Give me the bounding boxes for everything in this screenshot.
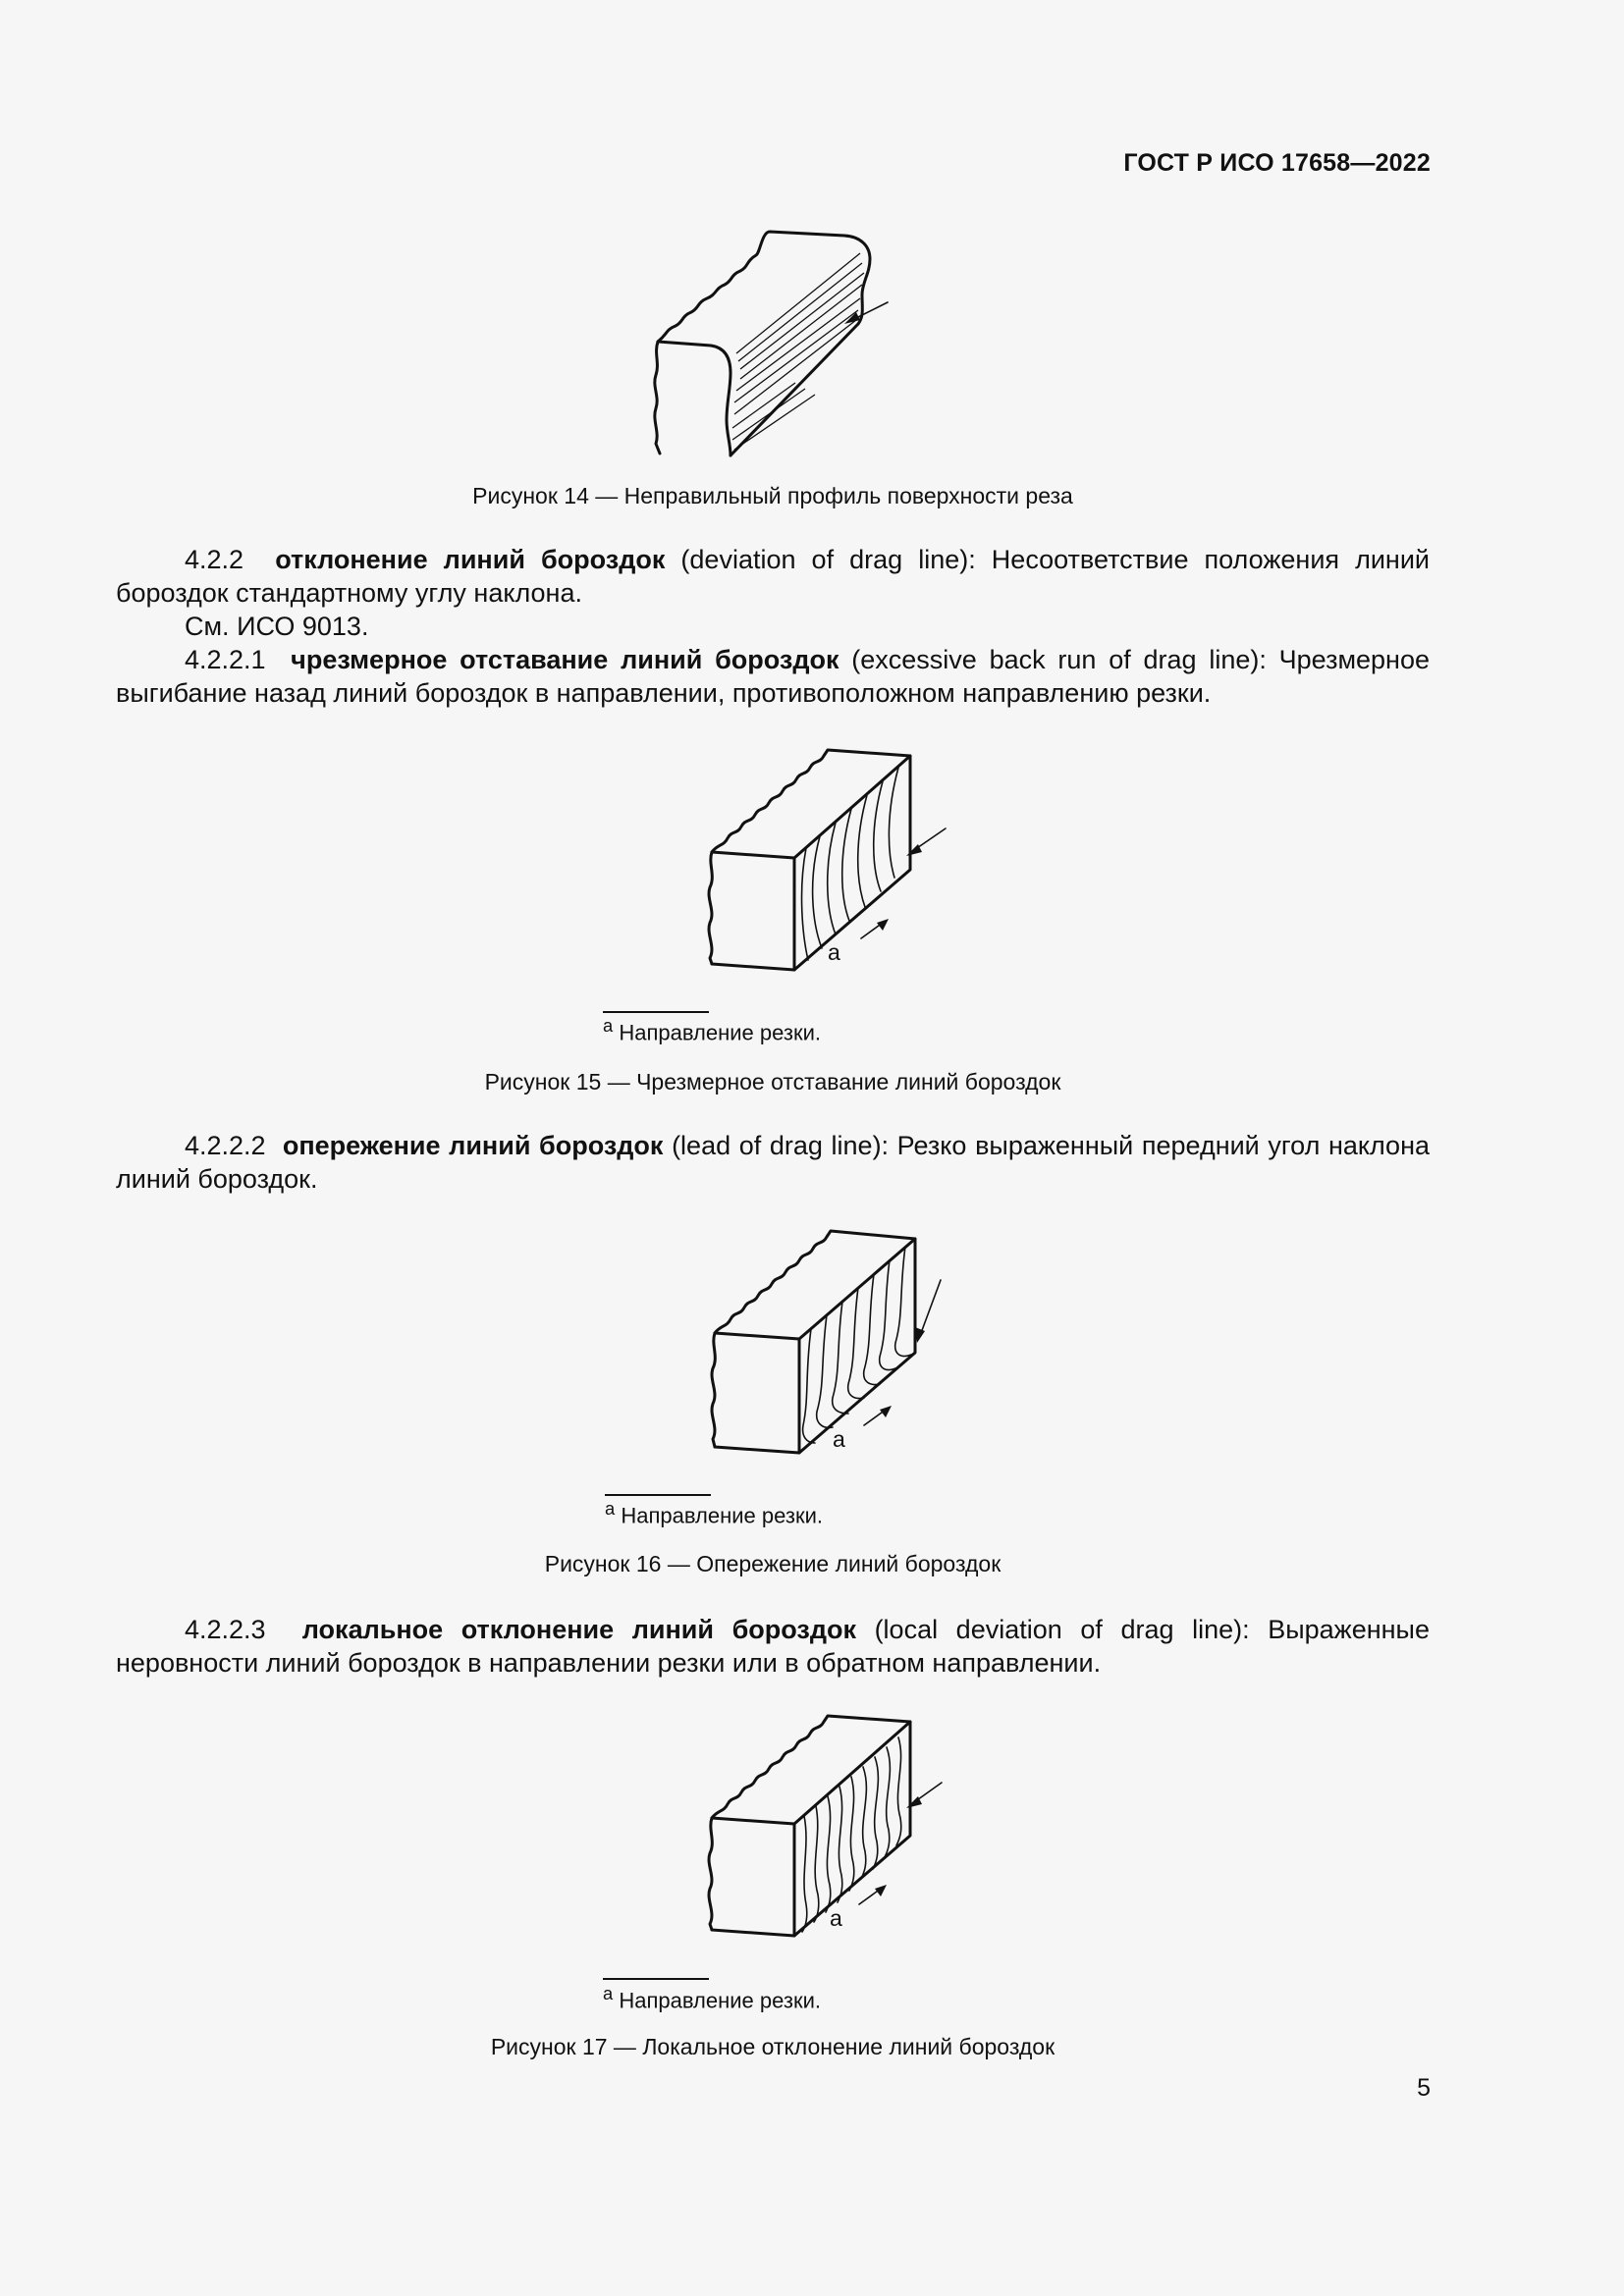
note-mark: a (603, 1015, 614, 1036)
figure-15-caption: Рисунок 15 — Чрезмерное отставание линий бороздок (484, 1069, 1061, 1095)
note-text: Направление резки. (619, 1020, 821, 1045)
figure-14-caption: Рисунок 14 — Неправильный профиль поверхности реза (472, 483, 1073, 508)
see-reference-text: См. ИСО 9013. (185, 612, 369, 641)
section-text: (local deviation of drag line): Выраженные неровности линий бороздок в направлении резки или в обратном направлении. (116, 1615, 1430, 1678)
figure-17-note (603, 1983, 821, 2013)
footnote-divider (605, 1494, 711, 1496)
footnote-divider (603, 1011, 709, 1013)
note-text: Направление резки. (621, 1503, 823, 1528)
section-text: (excessive back run of drag line): Чрезмерное выгибание назад линий бороздок в направлении, противоположном направлению резки. (116, 645, 1430, 708)
note-text: Направление резки. (619, 1988, 821, 2013)
figure-16-caption: Рисунок 16 — Опережение линий бороздок (544, 1551, 1001, 1576)
figure-15-note (603, 1015, 821, 1045)
note-mark: a (605, 1498, 616, 1519)
figure-16-drawing (695, 1225, 960, 1461)
figure-15-label: a (828, 939, 840, 965)
section-term: опережение линий бороздок (282, 1131, 664, 1160)
footnote-divider (603, 1978, 709, 1980)
section-term: отклонение линий бороздок (275, 545, 666, 574)
section-text: (lead of drag line): Резко выраженный передний угол наклона линий бороздок. (116, 1131, 1430, 1194)
document-header: ГОСТ Р ИСО 17658—2022 (1123, 149, 1431, 177)
see-reference (116, 610, 1430, 643)
section-number: 4.2.2.2 (185, 1131, 266, 1160)
section-4-2-2 (116, 543, 1430, 610)
figure-15-drawing (692, 742, 957, 978)
section-term: чрезмерное отставание линий бороздок (291, 645, 839, 674)
figure-16-label: a (833, 1426, 845, 1452)
section-term: локальное отклонение линий бороздок (301, 1615, 856, 1644)
section-4-2-2-3 (116, 1613, 1430, 1680)
figure-14-drawing (648, 226, 903, 461)
figure-17-drawing (692, 1708, 957, 1944)
note-mark: a (603, 1983, 614, 2003)
section-number: 4.2.2.1 (185, 645, 266, 674)
figure-17-label: a (830, 1905, 842, 1931)
figure-17-caption: Рисунок 17 — Локальное отклонение линий бороздок (490, 2034, 1056, 2059)
figure-16-note (605, 1498, 823, 1528)
section-text: (deviation of drag line): Несоответствие положения линий бороздок стандартному углу наклона. (116, 545, 1430, 608)
section-number: 4.2.2.3 (185, 1615, 266, 1644)
section-4-2-2-2 (116, 1129, 1430, 1196)
section-4-2-2-1 (116, 643, 1430, 710)
page-number: 5 (1417, 2074, 1431, 2102)
section-number: 4.2.2 (185, 545, 244, 574)
